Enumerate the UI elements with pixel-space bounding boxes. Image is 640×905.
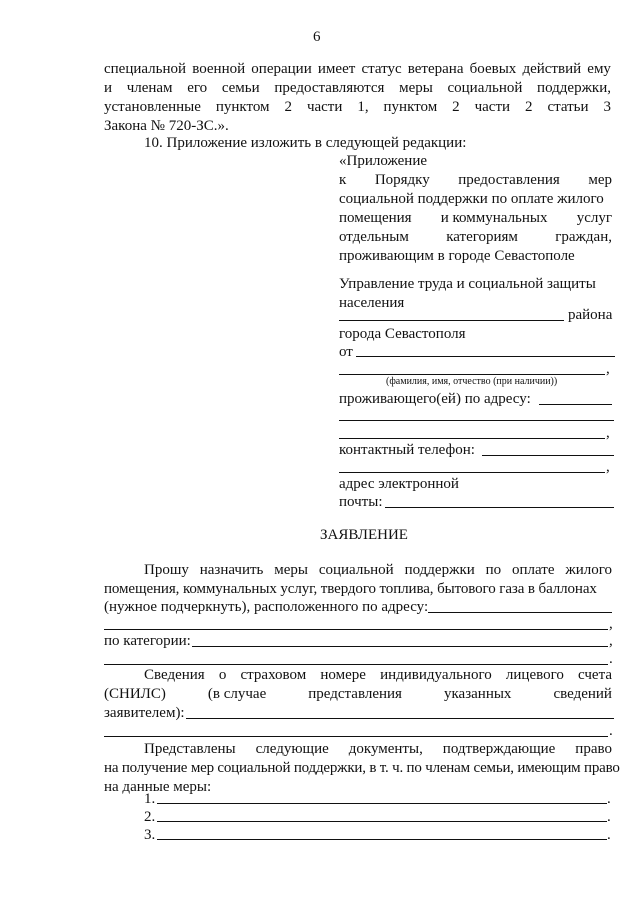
- snils-line-1: [144, 666, 612, 685]
- body-line-2-word: и: [104, 80, 113, 96]
- office-name-line-2: населения: [339, 295, 405, 311]
- appendix-line-4: [339, 209, 612, 228]
- doc-item-field-1[interactable]: [157, 803, 607, 804]
- body-line-3-word: части: [474, 99, 511, 115]
- docs-line-1: [144, 740, 612, 759]
- body-line-1-word: ему: [587, 61, 611, 77]
- snils-field-1[interactable]: [186, 718, 614, 719]
- snils-line-1-word: счета: [578, 667, 612, 683]
- snils-field-2[interactable]: [104, 736, 608, 737]
- appendix-line-4-word: помещения: [339, 210, 412, 226]
- category-field-1[interactable]: [192, 646, 608, 647]
- address-label: проживающего(ей) по адресу:: [339, 391, 531, 407]
- docs-line-2: на получение мер социальной поддержки, в т. ч. по членам семьи, имеющим право: [104, 760, 620, 776]
- property-address-field-1[interactable]: [428, 612, 612, 613]
- body-line-3-word: статьи: [547, 99, 589, 115]
- docs-line-1-word: документы,: [348, 741, 423, 757]
- appendix-line-2-word: мер: [588, 172, 612, 188]
- snils-line-1-word: лицевого: [505, 667, 564, 683]
- docs-line-1-word: подтверждающие: [442, 741, 556, 757]
- body-line-1-word: имеет: [317, 61, 356, 77]
- snils-line-3: заявителем):: [104, 705, 185, 721]
- page-number: 6: [313, 29, 321, 45]
- snils-line-2-word: (СНИЛС): [104, 686, 166, 702]
- snils-line-2-word: (в случае: [207, 686, 267, 702]
- body-line-2-word: его: [187, 80, 208, 96]
- body-line-3-word: 2: [525, 99, 533, 115]
- property-address-comma: ,: [609, 616, 613, 632]
- snils-line-2-word: указанных: [443, 686, 512, 702]
- body-line-1-word: действий: [522, 61, 582, 77]
- request-line-2: помещения, коммунальных услуг, твердого топлива, бытового газа в баллонах: [104, 581, 597, 597]
- district-label: района: [568, 307, 613, 323]
- email-label-line-1: адрес электронной: [339, 476, 459, 492]
- applicant-name-field-2[interactable]: [339, 374, 605, 375]
- category-label: по категории:: [104, 633, 191, 649]
- phone-field-2[interactable]: [339, 472, 605, 473]
- request-line-3: (нужное подчеркнуть), расположенного по адресу:: [104, 599, 429, 615]
- docs-line-1-word: следующие: [255, 741, 329, 757]
- address-comma: ,: [606, 425, 610, 441]
- snils-line-1-word: индивидуального: [380, 667, 492, 683]
- appendix-line-2-word: предоставления: [458, 172, 560, 188]
- appendix-line-6: проживающим в городе Севастополе: [339, 248, 575, 264]
- body-line-3-word: 2: [284, 99, 292, 115]
- snils-line-1-word: страховом: [240, 667, 307, 683]
- doc-item-number-3: 3.: [144, 827, 156, 843]
- city-label: города Севастополя: [339, 326, 466, 342]
- body-line-3-word: 1,: [357, 99, 369, 115]
- docs-line-1-word: Представлены: [144, 741, 236, 757]
- body-line-1: [104, 60, 611, 79]
- body-line-1-word: операции: [251, 61, 312, 77]
- appendix-line-2-word: Порядку: [374, 172, 430, 188]
- body-line-3-word: 3: [603, 99, 611, 115]
- appendix-line-4-word: услуг: [576, 210, 612, 226]
- appendix-line-3: социальной поддержки по оплате жилого: [339, 191, 604, 207]
- category-period: .: [609, 651, 613, 667]
- email-field[interactable]: [385, 507, 614, 508]
- snils-line-2: [104, 685, 612, 704]
- doc-item-number-2: 2.: [144, 809, 156, 825]
- body-line-1-word: специальной: [104, 61, 187, 77]
- appendix-line-5-word: отдельным: [339, 229, 409, 245]
- phone-label: контактный телефон:: [339, 442, 475, 458]
- docs-line-1-word: право: [575, 741, 612, 757]
- request-line-1-word: Прошу: [144, 562, 189, 578]
- body-line-2-word: меры: [399, 80, 433, 96]
- body-line-3-word: установленные: [104, 99, 201, 115]
- address-field-1[interactable]: [539, 404, 612, 405]
- address-field-2[interactable]: [339, 420, 614, 421]
- doc-item-field-2[interactable]: [157, 821, 607, 822]
- request-line-1-word: назначить: [199, 562, 264, 578]
- email-label-line-2: почты:: [339, 494, 383, 510]
- appendix-line-4-word: и коммунальных: [440, 210, 548, 226]
- district-field[interactable]: [339, 320, 564, 321]
- document-title: ЗАЯВЛЕНИЕ: [320, 527, 408, 543]
- appendix-line-5-word: категориям: [446, 229, 518, 245]
- phone-field-1[interactable]: [482, 455, 614, 456]
- category-comma: ,: [609, 633, 613, 649]
- appendix-line-2: [339, 171, 612, 190]
- body-line-4: Закона № 720-ЗС.».: [104, 118, 229, 134]
- appendix-line-5: [339, 228, 612, 247]
- body-line-1-word: ветерана: [407, 61, 464, 77]
- doc-item-field-3[interactable]: [157, 839, 607, 840]
- snils-line-1-word: номере: [320, 667, 366, 683]
- body-line-2: [104, 79, 611, 98]
- request-line-1-word: жилого: [565, 562, 612, 578]
- request-line-1-word: меры: [274, 562, 308, 578]
- snils-line-1-word: о: [218, 667, 227, 683]
- body-line-3-word: пунктом: [383, 99, 438, 115]
- applicant-name-field-1[interactable]: [356, 356, 615, 357]
- appendix-line-2-word: к: [339, 172, 347, 188]
- body-line-1-word: военной: [192, 61, 246, 77]
- from-label: от: [339, 344, 353, 360]
- doc-item-period-2: .: [607, 809, 611, 825]
- snils-line-2-word: сведений: [553, 686, 612, 702]
- doc-item-period-3: .: [607, 827, 611, 843]
- address-field-3[interactable]: [339, 438, 605, 439]
- request-line-1-word: социальной: [318, 562, 394, 578]
- category-field-2[interactable]: [104, 664, 608, 665]
- body-line-1-word: боевых: [469, 61, 517, 77]
- office-name-line-1: Управление труда и социальной защиты: [339, 276, 596, 292]
- request-line-1-word: поддержки: [404, 562, 475, 578]
- property-address-field-2[interactable]: [104, 629, 608, 630]
- doc-item-period-1: .: [607, 791, 611, 807]
- amendment-point-10: 10. Приложение изложить в следующей редакции:: [144, 135, 467, 151]
- docs-line-3: на данные меры:: [104, 779, 212, 795]
- body-line-1-word: статус: [361, 61, 402, 77]
- body-line-2-word: поддержки,: [537, 80, 611, 96]
- snils-period: .: [609, 723, 613, 739]
- body-line-2-word: предоставляются: [274, 80, 385, 96]
- doc-item-number-1: 1.: [144, 791, 156, 807]
- body-line-3: [104, 98, 611, 117]
- body-line-2-word: семьи: [221, 80, 260, 96]
- snils-line-1-word: Сведения: [144, 667, 205, 683]
- request-line-1-word: по: [485, 562, 502, 578]
- request-line-1: [144, 561, 612, 580]
- body-line-2-word: членам: [126, 80, 173, 96]
- appendix-line-1: «Приложение: [339, 153, 428, 169]
- fio-hint: (фамилия, имя, отчество (при наличии)): [386, 376, 558, 387]
- body-line-3-word: части: [306, 99, 343, 115]
- request-line-1-word: оплате: [511, 562, 555, 578]
- appendix-line-5-word: граждан,: [555, 229, 612, 245]
- snils-line-2-word: представления: [308, 686, 402, 702]
- body-line-3-word: 2: [452, 99, 460, 115]
- body-line-3-word: пунктом: [215, 99, 270, 115]
- body-line-2-word: социальной: [447, 80, 523, 96]
- name-comma: ,: [606, 361, 610, 377]
- phone-comma: ,: [606, 459, 610, 475]
